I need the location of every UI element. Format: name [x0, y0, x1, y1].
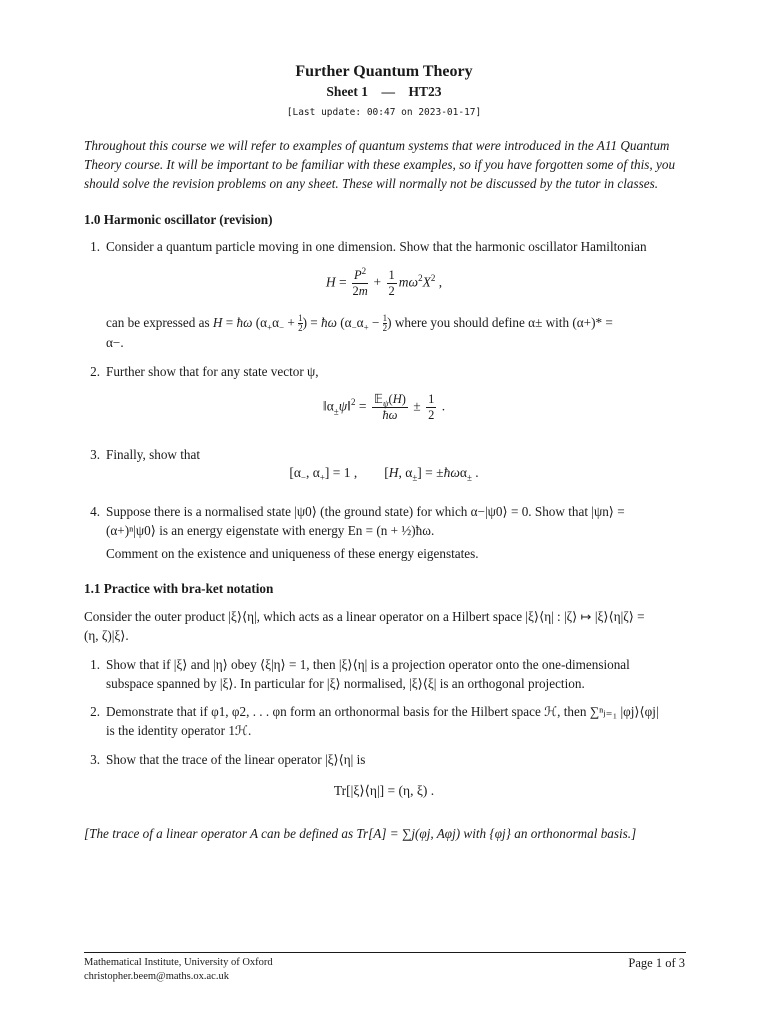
- page-header: [0, 62, 768, 119]
- footer-institute: Mathematical Institute, University of Oxford: [84, 957, 273, 968]
- section-heading-harmonic-oscillator: 1.0 Harmonic oscillator (revision): [84, 212, 273, 227]
- equation-trace: Tr[|ξ⟩⟨η|] = (η, ξ) .: [333, 783, 435, 798]
- question-text: Further show that for any state vector ψ,: [106, 364, 319, 379]
- sheet-subtitle: [0, 83, 768, 101]
- item-number: 2.: [90, 364, 100, 379]
- item-number: 1.: [90, 657, 100, 672]
- subtitle-dash: —: [381, 84, 396, 99]
- item-number: 3.: [90, 752, 100, 767]
- equation-hamiltonian: H = $\frac{P^2}{2m}$ + $\frac{1}{2}$ $m\omega^2X^2$ ,: [325, 265, 443, 298]
- page-number: Page 1 of 3: [628, 956, 685, 970]
- intro-paragraph: Throughout this course we will refer to examples of quantum systems that were introduced in the A11 Quantum Theory course. It will be important to be familiar with these examples, so if you have forgotten some of this, you should solve the revision problems on any sheet. These will normally not be discussed by the tutor in classes.: [84, 138, 676, 191]
- question-continuation: can be expressed as H = ħω ($\alpha_+\alpha_-$ + $\frac{1}{2}$ ) = ħω ($\alpha_-\alpha_+$ − $\frac{1}{2}$ ) where you should define α± with (α+)* =: [106, 313, 613, 334]
- item-number: 1.: [90, 239, 100, 254]
- equation-commutators: [$\alpha_-$, $\alpha_+] = 1$ , [H, $\alpha_\pm$] = ±ħωα$_\pm$ .: [289, 465, 479, 483]
- question-text: Demonstrate that if φ1, φ2, . . . φn form an orthonormal basis for the Hilbert space ℋ, then ∑ⁿⱼ₌₁ |φj⟩⟨φj|: [106, 704, 659, 719]
- section-intro: (η, ζ)|ξ⟩.: [84, 628, 129, 643]
- item-number: 2.: [90, 704, 100, 719]
- question-comment: Comment on the existence and uniqueness of these energy eigenstates.: [106, 546, 479, 561]
- footer-divider: [84, 952, 686, 953]
- question-text: Show that if |ξ⟩ and |η⟩ obey ⟨ξ|η⟩ = 1, then |ξ⟩⟨η| is a projection operator onto the one-dimensional: [106, 657, 630, 672]
- trace-definition-note: [The trace of a linear operator A can be defined as Tr[A] = ∑j(φj, Aφj) with {φj} an orthonormal basis.]: [84, 826, 637, 841]
- sheet-label: Sheet 1: [326, 84, 369, 99]
- question-text: Finally, show that: [106, 447, 201, 462]
- document-title: Further Quantum Theory: [295, 63, 473, 80]
- term-label: HT23: [408, 84, 442, 99]
- expression-lead: can be expressed as: [106, 315, 213, 330]
- last-update: [Last update: 00:47 on 2023-01-17]: [286, 107, 482, 118]
- item-number: 3.: [90, 447, 100, 462]
- item-number: 4.: [90, 504, 100, 519]
- question-text: (α+)ⁿ|ψ0⟩ is an energy eigenstate with energy En = (n + ½)ħω.: [106, 523, 435, 538]
- question-text: Consider a quantum particle moving in one dimension. Show that the harmonic oscillator Hamiltonian: [106, 239, 647, 254]
- expression-tail: where you should define α± with (α+)* =: [391, 315, 613, 330]
- footer-email: christopher.beem@maths.ox.ac.uk: [84, 971, 229, 982]
- question-text: Show that the trace of the linear operator |ξ⟩⟨η| is: [106, 752, 366, 767]
- footer-address: [84, 956, 273, 984]
- question-text: is the identity operator 1ℋ.: [106, 723, 252, 738]
- question-text: subspace spanned by |ξ⟩. In particular for |ξ⟩ normalised, |ξ⟩⟨ξ| is an orthogonal projection.: [106, 676, 585, 691]
- section-heading-bra-ket: 1.1 Practice with bra-ket notation: [84, 581, 274, 596]
- equation-norm: $‖\alpha_\pm\psi‖^2$ = $\frac{𝔼_\psi(H)}{ħ\omega}$ ± $\frac{1}{2}$ .: [322, 392, 446, 422]
- question-text: Suppose there is a normalised state |ψ0⟩ (the ground state) for which α−|ψ0⟩ = 0. Show that |ψn⟩ =: [106, 504, 625, 519]
- section-intro: Consider the outer product |ξ⟩⟨η|, which acts as a linear operator on a Hilbert space |ξ⟩⟨η| : |ζ⟩ ↦ |ξ⟩⟨η|ζ⟩ =: [84, 609, 645, 624]
- alpha-minus-text: α−.: [106, 335, 124, 350]
